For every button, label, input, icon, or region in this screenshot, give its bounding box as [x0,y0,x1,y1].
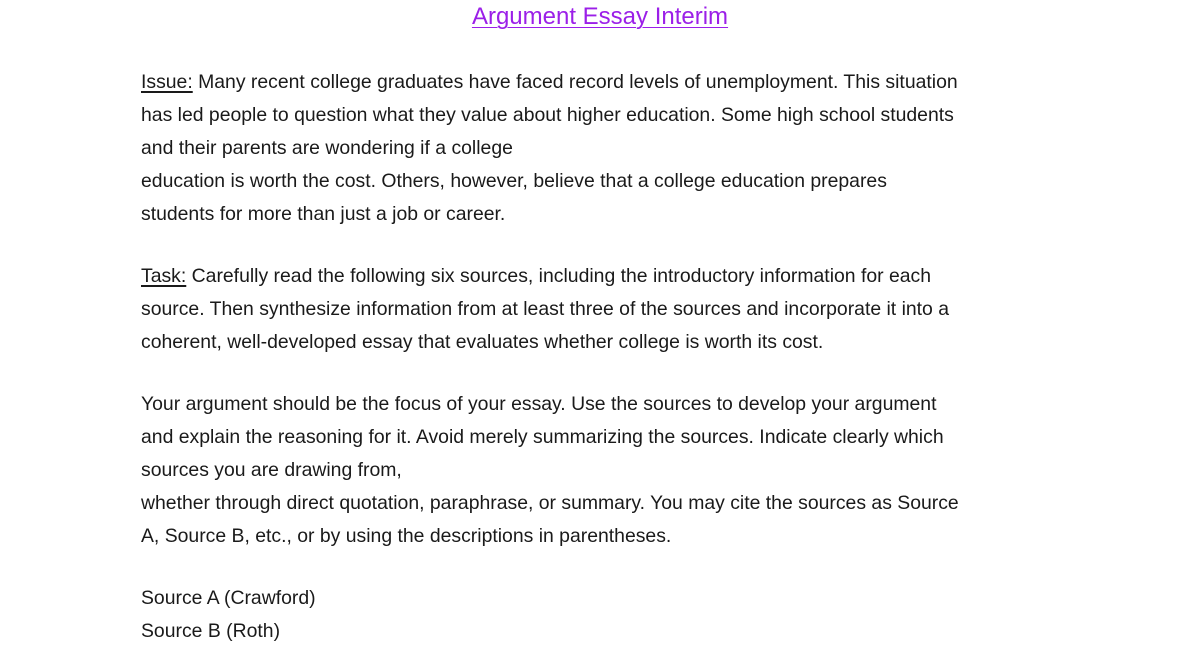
argument-line-5: A, Source B, etc., or by using the descriptions in parentheses. [141,525,672,547]
issue-line-2: has led people to question what they value about higher education. Some high school students [141,104,954,126]
issue-line-5: students for more than just a job or career. [141,203,506,225]
task-heading: Task: [141,265,187,287]
sources-list [141,582,1081,648]
task-line-3: coherent, well-developed essay that evaluates whether college is worth its cost. [141,331,824,353]
argument-line-3: sources you are drawing from, [141,459,402,481]
argument-line-4: whether through direct quotation, paraphrase, or summary. You may cite the sources as Source [141,492,959,514]
argument-line-2: and explain the reasoning for it. Avoid merely summarizing the sources. Indicate clearly which [141,426,944,448]
argument-paragraph [141,388,1081,553]
issue-line-3: and their parents are wondering if a college [141,137,513,159]
issue-text: Many recent college graduates have faced record levels of unemployment. This situation [192,71,958,93]
issue-line-1 [141,66,1081,99]
issue-paragraph [141,66,1081,231]
argument-line-1: Your argument should be the focus of your essay. Use the sources to develop your argument [141,393,937,415]
task-line-2: source. Then synthesize information from at least three of the sources and incorporate it into a [141,298,950,320]
task-text: Carefully read the following six sources, including the introductory information for each [186,265,932,287]
document-title-link[interactable]: Argument Essay Interim [471,3,729,30]
task-line-1 [141,260,1081,293]
issue-line-4: education is worth the cost. Others, however, believe that a college education prepares [141,170,887,192]
source-item: Source A (Crawford) [141,587,316,609]
source-item: Source B (Roth) [141,620,281,642]
task-paragraph [141,260,1081,359]
issue-heading: Issue: [141,71,193,93]
document-body [141,66,1081,648]
